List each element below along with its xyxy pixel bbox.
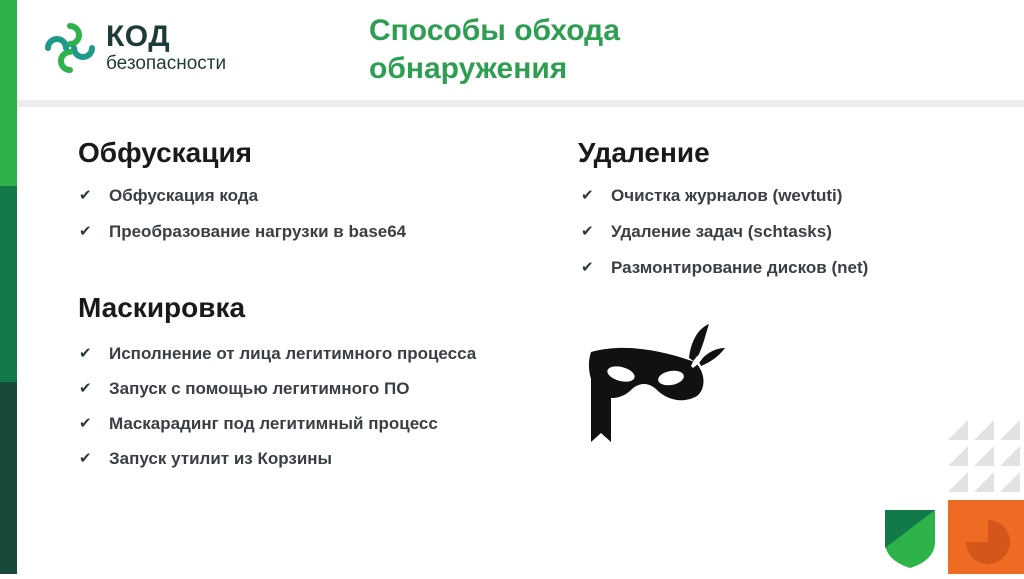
checkmark-icon: ✔ <box>79 345 92 362</box>
side-bar-segment-darkest <box>0 382 17 574</box>
checkmark-icon: ✔ <box>79 223 92 240</box>
deletion-list <box>580 184 1000 292</box>
code-of-security-logo-icon <box>42 20 98 76</box>
header-divider <box>17 100 1024 107</box>
side-bar-segment-dark-green <box>0 186 17 382</box>
list-item <box>78 220 498 244</box>
brand-title: КОД <box>106 20 171 53</box>
list-item <box>78 342 478 366</box>
section-heading-masking: Маскировка <box>78 292 246 323</box>
list-item <box>580 220 1000 244</box>
obfuscation-list <box>78 184 498 256</box>
brand-subtitle: безопасности <box>106 53 227 74</box>
page-title-line-2: обнаружения <box>369 52 568 85</box>
checkmark-icon: ✔ <box>79 450 92 467</box>
side-bar-segment-green <box>0 0 17 186</box>
list-item-text: Запуск утилит из Корзины <box>109 449 333 468</box>
checkmark-icon: ✔ <box>581 187 594 204</box>
list-item <box>580 256 1000 280</box>
checkmark-icon: ✔ <box>79 187 92 204</box>
section-heading-obfuscation: Обфускация <box>78 137 253 168</box>
list-item-text: Обфускация кода <box>109 186 259 205</box>
list-item <box>78 184 498 208</box>
masquerade-mask-icon <box>587 322 727 444</box>
page-title-line-1: Способы обхода <box>369 14 620 47</box>
list-item-text: Маскарадинг под легитимный процесс <box>109 414 438 433</box>
list-item-text: Размонтирование дисков (net) <box>611 258 869 277</box>
list-item <box>580 184 1000 208</box>
side-accent-bar <box>0 0 17 574</box>
list-item-text: Исполнение от лица легитимного процесса <box>109 344 477 363</box>
checkmark-icon: ✔ <box>79 380 92 397</box>
list-item-text: Преобразование нагрузки в base64 <box>109 222 407 241</box>
brand-logo <box>42 18 282 82</box>
section-heading-deletion: Удаление <box>578 137 710 168</box>
triangle-pattern-decoration <box>948 420 1024 500</box>
list-item <box>78 412 478 436</box>
page-title <box>369 12 789 88</box>
orange-block-decoration <box>948 500 1024 574</box>
checkmark-icon: ✔ <box>581 259 594 276</box>
list-item-text: Запуск с помощью легитимного ПО <box>109 379 410 398</box>
checkmark-icon: ✔ <box>581 223 594 240</box>
list-item <box>78 377 478 401</box>
list-item-text: Удаление задач (schtasks) <box>611 222 832 241</box>
list-item <box>78 447 478 471</box>
checkmark-icon: ✔ <box>79 415 92 432</box>
list-item-text: Очистка журналов (wevtuti) <box>611 186 843 205</box>
pie-segment-icon <box>948 500 1024 574</box>
shield-icon <box>883 508 937 568</box>
masking-list <box>78 342 478 482</box>
